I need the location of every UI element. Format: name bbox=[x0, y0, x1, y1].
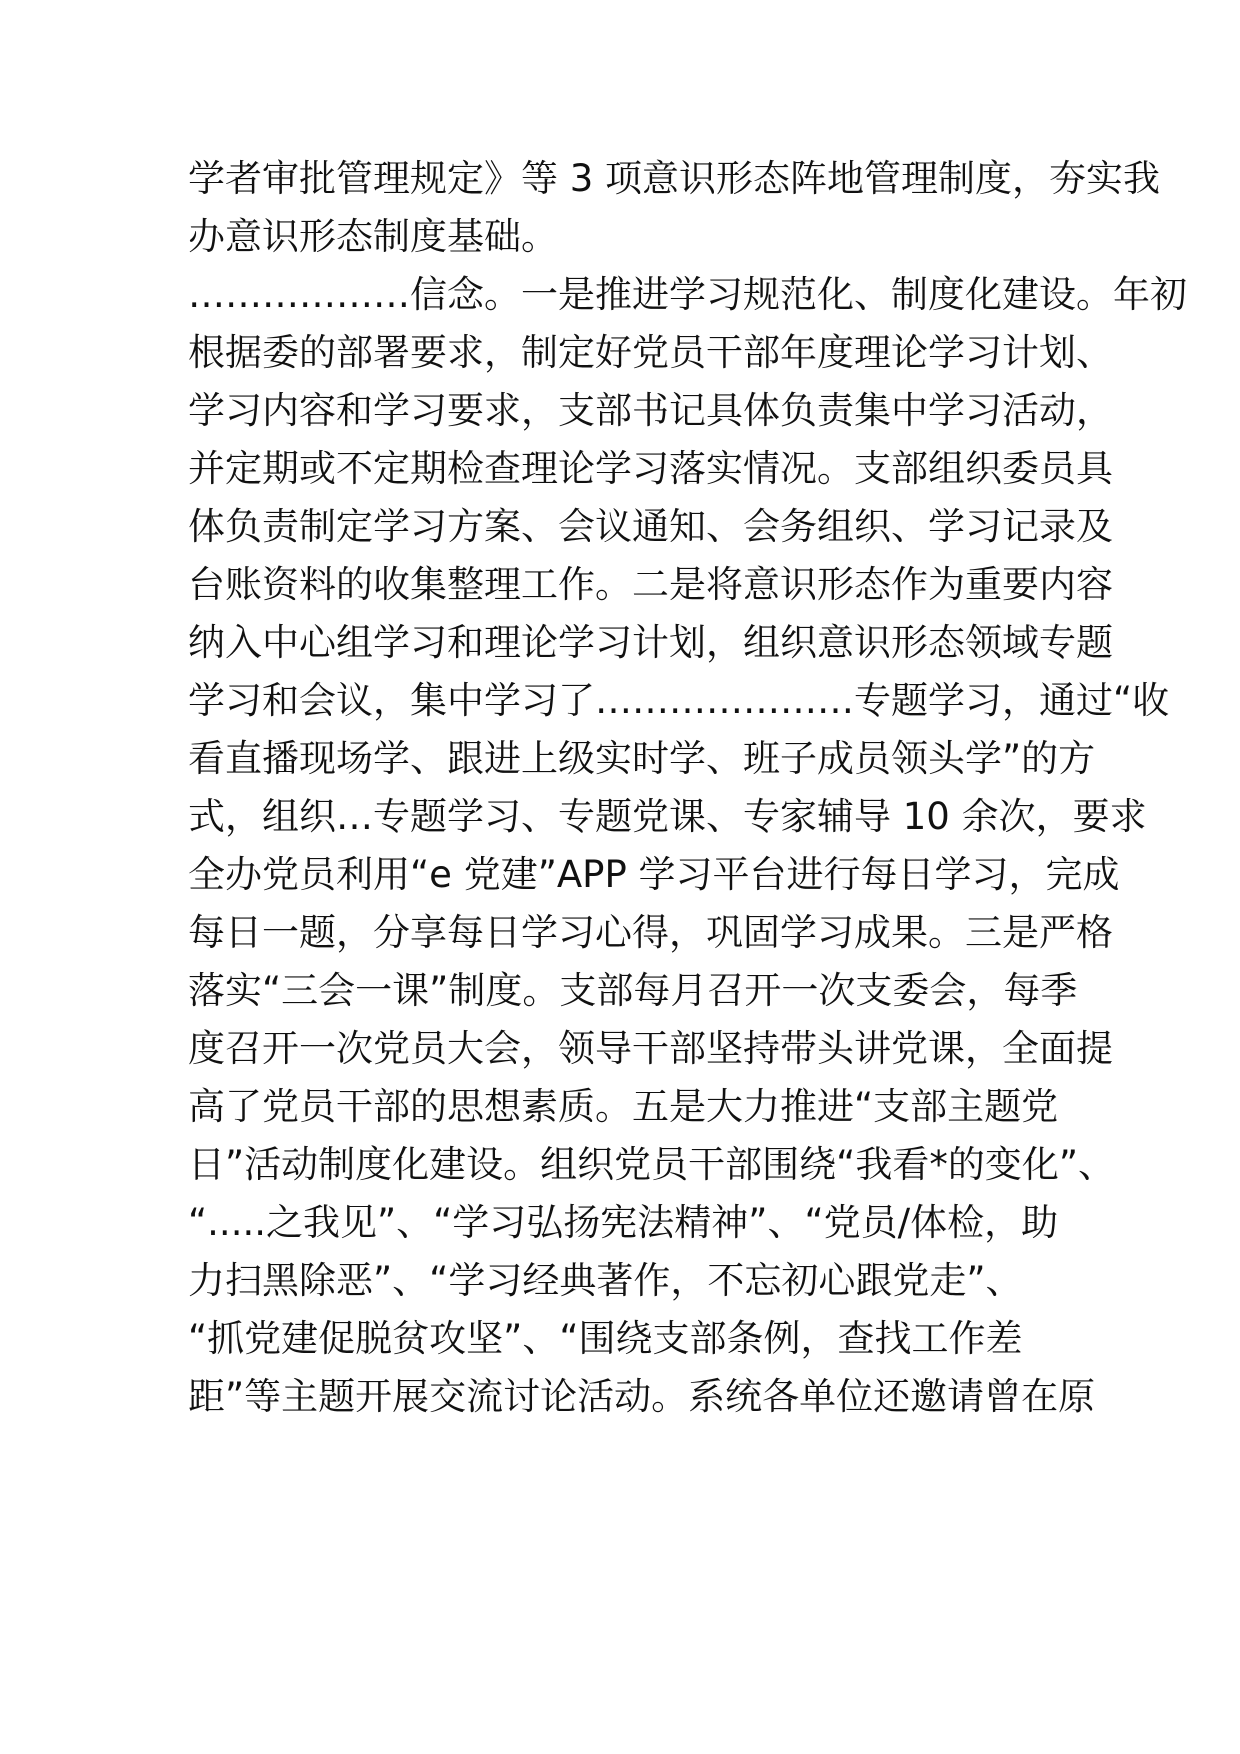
text-line: 办意识形态制度基础。 bbox=[188, 215, 558, 258]
text-line: 高了党员干部的思想素质。五是大力推进“支部主题党 bbox=[188, 1085, 1059, 1128]
text-line: 全办党员利用“e 党建”APP 学习平台进行每日学习，完成 bbox=[188, 853, 1120, 896]
text-line: 学习和会议，集中学习了…………………专题学习，通过“收 bbox=[188, 679, 1170, 722]
text-line: 学习内容和学习要求，支部书记具体负责集中学习活动， bbox=[188, 389, 1113, 432]
text-line: 并定期或不定期检查理论学习落实情况。支部组织委员具 bbox=[188, 447, 1113, 490]
text-line: 力扫黑除恶”、“学习经典著作，不忘初心跟党走”、 bbox=[188, 1259, 1023, 1302]
text-line: 日”活动制度化建设。组织党员干部围绕“我看*的变化”、 bbox=[188, 1143, 1116, 1186]
text-line: “.....之我见”、“学习弘扬宪法精神”、“党员/体检，助 bbox=[188, 1201, 1059, 1244]
text-line: 学者审批管理规定》等 3 项意识形态阵地管理制度，夯实我 bbox=[188, 157, 1161, 200]
text-line: “抓党建促脱贫攻坚”、“围绕支部条例，查找工作差 bbox=[188, 1317, 1023, 1360]
text-line: 体负责制定学习方案、会议通知、会务组织、学习记录及 bbox=[188, 505, 1113, 548]
text-line: 根据委的部署要求，制定好党员干部年度理论学习计划、 bbox=[188, 331, 1113, 374]
text-line: 落实“三会一课”制度。支部每月召开一次支委会，每季 bbox=[188, 969, 1078, 1012]
text-line: 距”等主题开展交流讨论活动。系统各单位还邀请曾在原 bbox=[188, 1375, 1096, 1418]
text-line: 纳入中心组学习和理论学习计划，组织意识形态领域专题 bbox=[188, 621, 1113, 664]
text-line: 每日一题，分享每日学习心得，巩固学习成果。三是严格 bbox=[188, 911, 1113, 954]
text-line: 式，组织…专题学习、专题党课、专家辅导 10 余次，要求 bbox=[188, 795, 1147, 838]
text-line: 看直播现场学、跟进上级实时学、班子成员领头学”的方 bbox=[188, 737, 1096, 780]
text-line: 台账资料的收集整理工作。二是将意识形态作为重要内容 bbox=[188, 563, 1113, 606]
text-line: ………………信念。一是推进学习规范化、制度化建设。年初 bbox=[188, 273, 1187, 316]
text-line: 度召开一次党员大会，领导干部坚持带头讲党课，全面提 bbox=[188, 1027, 1113, 1070]
